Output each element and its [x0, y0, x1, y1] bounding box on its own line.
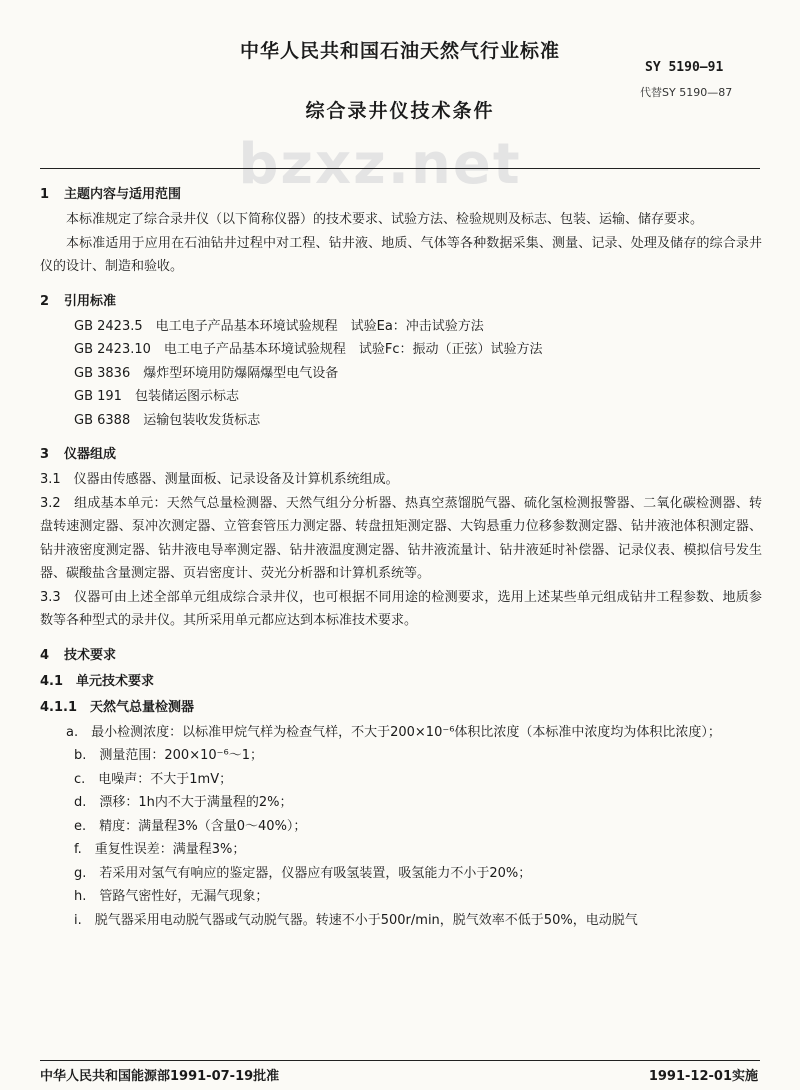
- reference-item: GB 2423.10 电工电子产品基本环境试验规程 试验Fc：振动（正弦）试验方法: [74, 342, 543, 357]
- section-heading-2: [40, 289, 762, 315]
- list-item: e. 精度：满量程3%（含量0～40%）；: [74, 818, 307, 834]
- section-title: 技术要求: [64, 647, 117, 663]
- list-item: g. 若采用对氢气有响应的鉴定器，仪器应有吸氢装置，吸氢能力不小于20%；: [74, 865, 532, 881]
- reference-item: GB 2423.5 电工电子产品基本环境试验规程 试验Ea：冲击试验方法: [74, 318, 484, 334]
- header-divider: [40, 168, 760, 169]
- footer-divider: [40, 1060, 760, 1061]
- replaces-standard: 代替SY 5190—87: [640, 86, 733, 99]
- reference-item: GB 6388 运输包装收发货标志: [74, 412, 261, 428]
- standard-code: SY 5190—91: [645, 60, 724, 75]
- clause-3-1: 3.1 仪器由传感器、测量面板、记录设备及计算机系统组成。: [40, 472, 399, 487]
- section-number: 2: [40, 293, 50, 309]
- list-item: d. 漂移：1h内不大于满量程的2%；: [74, 795, 293, 810]
- approval-line: 中华人民共和国能源部1991-07-19批准: [40, 1069, 280, 1084]
- list-item: f. 重复性误差：满量程3%；: [74, 842, 246, 857]
- watermark: bzxz.net: [238, 132, 522, 197]
- document-body: [40, 182, 762, 932]
- list-item: h. 管路气密性好，无漏气现象；: [74, 889, 269, 904]
- section-number: 1: [40, 187, 50, 202]
- section-title: 仪器组成: [64, 447, 117, 462]
- effective-date: 1991-12-01实施: [648, 1069, 758, 1084]
- paragraph: 本标准适用于应用在石油钻井过程中对工程、钻井液、地质、气体等各种数据采集、测量、记录、处理及储存的综合录井仪的设计、制造和验收。: [40, 235, 762, 274]
- section-title: 引用标准: [64, 293, 117, 309]
- section-number: 4: [40, 647, 50, 663]
- clause-heading-4-1: 4.1 单元技术要求: [40, 673, 155, 689]
- clause-heading-4-1-1: 4.1.1 天然气总量检测器: [40, 699, 195, 715]
- paragraph: 本标准规定了综合录井仪（以下简称仪器）的技术要求、试验方法、检验规则及标志、包装、运输、储存要求。: [66, 212, 704, 227]
- list-item: i. 脱气器采用电动脱气器或气动脱气器。转速不小于500r/min，脱气效率不低于50%，电动脱气: [74, 912, 638, 928]
- reference-item: GB 191 包装储运图示标志: [74, 389, 239, 404]
- clause-3-3: 3.3 仪器可由上述全部单元组成综合录井仪，也可根据不同用途的检测要求，选用上述某些单元组成钻井工程参数、地质参数等各种型式的录井仪。其所采用单元都应达到本标准技术要求。: [40, 589, 762, 628]
- section-title: 主题内容与适用范围: [64, 187, 182, 202]
- issuing-organization: 中华人民共和国石油天然气行业标准: [239, 40, 560, 62]
- document-title: 综合录井仪技术条件: [305, 100, 495, 122]
- reference-item: GB 3836 爆炸型环境用防爆隔爆型电气设备: [74, 365, 339, 381]
- section-heading-4: [40, 643, 762, 669]
- clause-3-2: 3.2 组成基本单元：天然气总量检测器、天然气组分分析器、热真空蒸馏脱气器、硫化氢检测报警器、二氧化碳检测器、转盘转速测定器、泵冲次测定器、立管套管压力测定器、转盘扭矩测定器、大钩悬重力位移参数测定器、钻井液池体积测定器、钻井液密度测定器、钻井液电导率测定器、钻井液温度测定器、钻井液流量计、钻井液延时补偿器、记录仪表、模拟信号发生器、碳酸盐含量测定器、页岩密度计、荧光分析器和计算机系统等。: [40, 495, 762, 581]
- list-item: c. 电噪声：不大于1mV；: [74, 771, 233, 787]
- section-heading-1: [40, 182, 762, 208]
- section-number: 3: [40, 447, 50, 462]
- list-item: b. 测量范围：200×10⁻⁶～1；: [74, 748, 263, 763]
- section-heading-3: [40, 442, 762, 468]
- list-item: a. 最小检测浓度：以标准甲烷气样为检查气样，不大于200×10⁻⁶体积比浓度（本标准中浓度均为体积比浓度）；: [66, 724, 721, 740]
